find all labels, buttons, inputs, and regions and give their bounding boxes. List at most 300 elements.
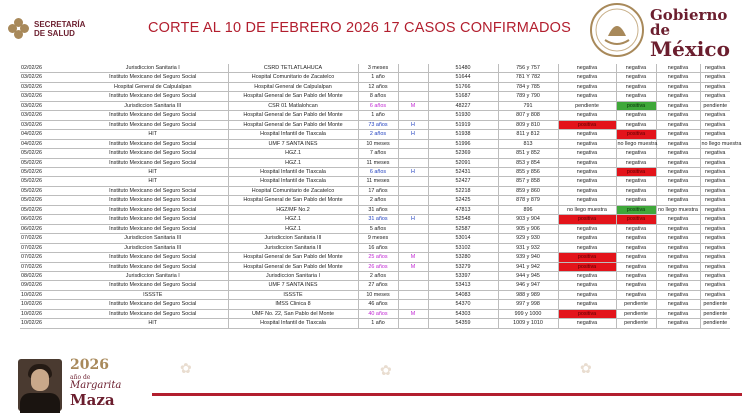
table-cell: negativa (700, 290, 730, 299)
table-cell: 53102 (428, 243, 498, 252)
table-cell (398, 73, 428, 82)
table-cell: 946 y 947 (498, 281, 558, 290)
table-cell: negativa (700, 177, 730, 186)
table-cell: 944 y 945 (498, 271, 558, 280)
table-cell: negativa (656, 243, 700, 252)
table-cell (398, 158, 428, 167)
table-cell: 08/02/26 (20, 271, 78, 280)
table-cell: 26 años (358, 262, 398, 271)
watermark-icon: ✿ (180, 360, 192, 376)
table-cell: 11 meses (358, 158, 398, 167)
table-cell: Jurisdiccion Sanitaria III (78, 101, 228, 110)
table-cell: HGZ.1 (228, 224, 358, 233)
table-cell: 2 años (358, 196, 398, 205)
salud-emblem-icon (8, 18, 30, 40)
table-cell: 809 y 810 (498, 120, 558, 129)
table-cell: negativa (700, 243, 730, 252)
table-cell: negativa (558, 158, 616, 167)
table-cell: Hospital General de San Pablo del Monte (228, 262, 358, 271)
table-row (20, 271, 730, 280)
table-cell: negativa (656, 215, 700, 224)
watermark-icon: ✿ (380, 362, 392, 378)
table-cell: negativa (700, 196, 730, 205)
table-cell: negativa (656, 224, 700, 233)
table-cell: Instituto Mexicano del Seguro Social (78, 158, 228, 167)
table-cell: 05/02/26 (20, 149, 78, 158)
table-cell: 27 años (358, 281, 398, 290)
table-cell: 03/02/26 (20, 101, 78, 110)
table-cell (398, 224, 428, 233)
table-cell: positiva (558, 309, 616, 318)
table-cell: negativa (656, 196, 700, 205)
table-row (20, 130, 730, 139)
table-cell: negativa (558, 290, 616, 299)
table-cell: negativa (616, 177, 656, 186)
table-cell: 04/02/26 (20, 130, 78, 139)
table-cell: 999 y 1000 (498, 309, 558, 318)
table-cell: 51996 (428, 139, 498, 148)
table-cell: Instituto Mexicano del Seguro Social (78, 111, 228, 120)
table-cell: 851 y 852 (498, 149, 558, 158)
table-cell: negativa (616, 111, 656, 120)
table-cell: negativa (558, 167, 616, 176)
table-cell: negativa (700, 130, 730, 139)
table-cell: Jurisdiccion Sanitaria I (228, 271, 358, 280)
table-cell: negativa (616, 149, 656, 158)
table-cell: positiva (616, 167, 656, 176)
table-cell: Instituto Mexicano del Seguro Social (78, 92, 228, 101)
table-cell: M (398, 253, 428, 262)
table-cell: 51687 (428, 92, 498, 101)
table-cell: 789 y 790 (498, 92, 558, 101)
table-cell: pendiente (616, 319, 656, 328)
table-row (20, 167, 730, 176)
table-cell: HIT (78, 177, 228, 186)
table-cell: Hospital Infantil de Tlaxcala (228, 167, 358, 176)
table-cell: negativa (656, 82, 700, 91)
table-cell: Instituto Mexicano del Seguro Social (78, 139, 228, 148)
table-cell: 903 y 904 (498, 215, 558, 224)
table-cell: 05/02/26 (20, 177, 78, 186)
table-cell: ISSSTE (228, 290, 358, 299)
table-cell: 941 y 942 (498, 262, 558, 271)
table-cell: negativa (656, 158, 700, 167)
watermark-icon: ✿ (580, 360, 592, 376)
table-row (20, 215, 730, 224)
table-cell: negativa (558, 64, 616, 73)
banner-line3: Maza (70, 391, 115, 409)
table-cell: negativa (616, 82, 656, 91)
table-cell: Instituto Mexicano del Seguro Social (78, 196, 228, 205)
table-cell: positiva (616, 101, 656, 110)
table-cell: pendiente (558, 101, 616, 110)
table-cell: M (398, 262, 428, 271)
table-cell (398, 271, 428, 280)
table-cell: negativa (700, 120, 730, 129)
table-cell (398, 92, 428, 101)
table-cell: negativa (656, 73, 700, 82)
table-cell: 06/02/26 (20, 215, 78, 224)
table-cell: positiva (616, 215, 656, 224)
table-cell: negativa (558, 319, 616, 328)
table-cell: 52091 (428, 158, 498, 167)
table-cell: negativa (656, 120, 700, 129)
table-cell: 1 año (358, 319, 398, 328)
table-cell: 03/02/26 (20, 111, 78, 120)
table-cell: 1 año (358, 73, 398, 82)
table-cell: 1009 y 1010 (498, 319, 558, 328)
table-cell: negativa (700, 82, 730, 91)
table-cell: negativa (558, 243, 616, 252)
table-row (20, 92, 730, 101)
table-cell: negativa (558, 82, 616, 91)
table-cell: negativa (558, 177, 616, 186)
table-row (20, 177, 730, 186)
footer-divider (152, 393, 742, 396)
table-cell: Instituto Mexicano del Seguro Social (78, 262, 228, 271)
table-cell: 05/02/26 (20, 186, 78, 195)
table-cell: 52218 (428, 186, 498, 195)
table-cell: negativa (616, 196, 656, 205)
table-cell: CSRD TETLATLAHUCA (228, 64, 358, 73)
table-cell: M (398, 309, 428, 318)
table-cell: 784 y 785 (498, 82, 558, 91)
table-cell: negativa (656, 253, 700, 262)
table-cell: Instituto Mexicano del Seguro Social (78, 73, 228, 82)
table-cell: negativa (616, 253, 656, 262)
table-cell: 07/02/26 (20, 253, 78, 262)
logo-line2: DE SALUD (34, 29, 75, 38)
header (0, 0, 750, 60)
table-cell: Hospital Comunitario de Zacatelco (228, 186, 358, 195)
table-cell (398, 82, 428, 91)
table-cell: negativa (558, 130, 616, 139)
table-row (20, 64, 730, 73)
table-cell: negativa (700, 262, 730, 271)
table-cell (398, 149, 428, 158)
table-cell: negativa (656, 290, 700, 299)
table-cell: negativa (616, 73, 656, 82)
table-cell: negativa (558, 271, 616, 280)
table-cell: HIT (78, 167, 228, 176)
cases-table (20, 64, 742, 352)
table-cell: 3 meses (358, 64, 398, 73)
table-row (20, 186, 730, 195)
table-cell (398, 205, 428, 214)
table-cell: 53413 (428, 281, 498, 290)
table-cell: 53279 (428, 262, 498, 271)
table-cell: Instituto Mexicano del Seguro Social (78, 224, 228, 233)
table-cell: negativa (558, 139, 616, 148)
table-cell (398, 290, 428, 299)
table-cell: H (398, 167, 428, 176)
table-cell: 51480 (428, 64, 498, 73)
table-cell: negativa (656, 177, 700, 186)
table-cell: 07/02/26 (20, 234, 78, 243)
table-cell: no llego muestra (656, 205, 700, 214)
table-cell: Instituto Mexicano del Seguro Social (78, 120, 228, 129)
table-cell: 54359 (428, 319, 498, 328)
table-cell: Instituto Mexicano del Seguro Social (78, 281, 228, 290)
table-cell: 46 años (358, 300, 398, 309)
table-cell: H (398, 130, 428, 139)
table-cell: HIT (78, 319, 228, 328)
table-cell: 813 (498, 139, 558, 148)
table-cell: negativa (656, 186, 700, 195)
table-cell: 10/02/26 (20, 290, 78, 299)
table-cell: 878 y 879 (498, 196, 558, 205)
table-cell: 73 años (358, 120, 398, 129)
table-cell: no llego muestra (558, 205, 616, 214)
table-cell: 10/02/26 (20, 300, 78, 309)
national-seal-icon (588, 2, 646, 58)
table-cell: Hospital Infantil de Tlaxcala (228, 130, 358, 139)
table-cell: 02/02/26 (20, 64, 78, 73)
table-cell: Hospital General de Calpulalpan (78, 82, 228, 91)
table-cell (398, 243, 428, 252)
gob-line1: Gobierno de (650, 6, 728, 39)
table-cell (398, 234, 428, 243)
table-cell: Jurisdiccion Sanitaria III (228, 234, 358, 243)
table-cell: Instituto Mexicano del Seguro Social (78, 309, 228, 318)
table-row (20, 205, 730, 214)
banner-year: 2026 (70, 357, 109, 373)
table-cell: 10/02/26 (20, 309, 78, 318)
table-cell: 10 meses (358, 290, 398, 299)
table-cell: M (398, 101, 428, 110)
table-cell: 51938 (428, 130, 498, 139)
table-cell: negativa (656, 234, 700, 243)
table-cell: negativa (700, 167, 730, 176)
table-row (20, 158, 730, 167)
table-cell: negativa (700, 64, 730, 73)
table-cell: 40 años (358, 309, 398, 318)
table-row (20, 262, 730, 271)
table-cell: negativa (616, 262, 656, 271)
table-cell: H (398, 215, 428, 224)
logo-line1: SECRETARÍA (34, 20, 86, 29)
table-cell: 05/02/26 (20, 205, 78, 214)
table-cell: positiva (558, 120, 616, 129)
table-cell (398, 139, 428, 148)
table-cell: positiva (558, 215, 616, 224)
table-cell: 47813 (428, 205, 498, 214)
table-cell: HIT (78, 130, 228, 139)
table-cell: Hospital Infantil de Tlaxcala (228, 319, 358, 328)
table-cell: 6 años (358, 101, 398, 110)
table-cell: 859 y 860 (498, 186, 558, 195)
table-cell: negativa (616, 234, 656, 243)
table-cell: 04/02/26 (20, 139, 78, 148)
table-row (20, 234, 730, 243)
table-cell: negativa (616, 271, 656, 280)
table-cell: Hospital General de Calpulalpan (228, 82, 358, 91)
table-cell: 857 y 858 (498, 177, 558, 186)
table-cell: 756 y 757 (498, 64, 558, 73)
table-cell: UMF 7 SANTA INES (228, 281, 358, 290)
table-cell: 54083 (428, 290, 498, 299)
table-row (20, 319, 730, 328)
table-cell (398, 186, 428, 195)
table-cell: negativa (616, 186, 656, 195)
table-cell: negativa (558, 111, 616, 120)
table-cell: 929 y 930 (498, 234, 558, 243)
table-cell: 52548 (428, 215, 498, 224)
table-cell: negativa (558, 281, 616, 290)
table-cell: 03/02/26 (20, 92, 78, 101)
table-cell: 09/02/26 (20, 281, 78, 290)
table-cell: negativa (558, 186, 616, 195)
table-cell: Jurisdiccion Sanitaria III (78, 234, 228, 243)
table-cell: negativa (616, 224, 656, 233)
table-row (20, 224, 730, 233)
table-row (20, 139, 730, 148)
table-cell: negativa (558, 196, 616, 205)
margarita-maza-portrait (18, 359, 62, 411)
table-row (20, 253, 730, 262)
table-cell: Instituto Mexicano del Seguro Social (78, 253, 228, 262)
table-cell: negativa (700, 234, 730, 243)
banner-line2: Margarita (70, 380, 122, 391)
table-cell: Hospital General de San Pablo del Monte (228, 111, 358, 120)
table-cell: Hospital General de San Pablo del Monte (228, 196, 358, 205)
table-cell: negativa (616, 243, 656, 252)
table-cell: Jurisdiccion Sanitaria III (78, 243, 228, 252)
table-cell: 03/02/26 (20, 120, 78, 129)
secretaria-salud-logo (8, 16, 96, 42)
table-cell: negativa (700, 149, 730, 158)
table-cell: negativa (656, 309, 700, 318)
table-cell: 16 años (358, 243, 398, 252)
table-row (20, 82, 730, 91)
table-cell: 53280 (428, 253, 498, 262)
table-cell: ISSSTE (78, 290, 228, 299)
table-cell: IMSS Clinica 8 (228, 300, 358, 309)
table-cell: 51644 (428, 73, 498, 82)
table-cell: positiva (616, 205, 656, 214)
table-cell (398, 196, 428, 205)
table-cell: 05/02/26 (20, 158, 78, 167)
table-cell: pendiente (700, 300, 730, 309)
table-cell: Jurisdiccion Sanitaria I (78, 64, 228, 73)
table-cell: 10 meses (358, 139, 398, 148)
table-cell: 853 y 854 (498, 158, 558, 167)
table-cell (398, 64, 428, 73)
table-cell: 896 (498, 205, 558, 214)
table-cell: 17 años (358, 186, 398, 195)
table-cell: 5 años (358, 224, 398, 233)
table-row (20, 149, 730, 158)
table-cell: 1 año (358, 111, 398, 120)
table-cell: negativa (656, 281, 700, 290)
table-cell: 988 y 989 (498, 290, 558, 299)
table-row (20, 101, 730, 110)
table-cell: negativa (656, 300, 700, 309)
table-cell: 07/02/26 (20, 262, 78, 271)
table-cell: 53397 (428, 271, 498, 280)
table-cell: no llego muestra (617, 140, 658, 147)
table-cell: 52369 (428, 149, 498, 158)
table-cell: 52431 (428, 167, 498, 176)
table-cell: negativa (700, 205, 730, 214)
table-cell: 48227 (428, 101, 498, 110)
table-cell (398, 111, 428, 120)
table-cell: 03/02/26 (20, 73, 78, 82)
table-cell: negativa (700, 281, 730, 290)
table-cell: 05/02/26 (20, 167, 78, 176)
gobierno-mexico-logo (650, 8, 746, 59)
table-cell: 06/02/26 (20, 224, 78, 233)
table-cell: pendiente (700, 309, 730, 318)
table-cell: negativa (656, 64, 700, 73)
table-row (20, 281, 730, 290)
table-cell: negativa (558, 300, 616, 309)
table-cell: pendiente (616, 300, 656, 309)
gob-line2: México (650, 37, 730, 61)
table-cell: pendiente (700, 101, 730, 110)
table-row (20, 120, 730, 129)
table-row (20, 243, 730, 252)
table-cell: negativa (700, 271, 730, 280)
table-row (20, 309, 730, 318)
table-cell: 52427 (428, 177, 498, 186)
table-cell: negativa (700, 111, 730, 120)
page-title: CORTE AL 10 DE FEBRERO 2026 17 CASOS CONFIRMADOS (148, 20, 571, 36)
table-cell: 51919 (428, 120, 498, 129)
table-cell: HGZ/MF No.2 (228, 205, 358, 214)
table-cell: negativa (656, 262, 700, 271)
table-cell: negativa (656, 167, 700, 176)
table-cell (398, 177, 428, 186)
table-row (20, 73, 730, 82)
table-cell: Hospital General de San Pablo del Monte (228, 92, 358, 101)
table-cell: negativa (616, 92, 656, 101)
table-cell: negativa (656, 139, 700, 148)
table-cell: UMF No. 22, San Pablo del Monte (228, 309, 358, 318)
table-cell: 2 años (358, 271, 398, 280)
table-cell: pendiente (700, 319, 730, 328)
table-cell: negativa (616, 64, 656, 73)
table-cell: pendiente (616, 309, 656, 318)
table-cell: negativa (558, 149, 616, 158)
table-cell: negativa (558, 92, 616, 101)
table-cell: negativa (558, 234, 616, 243)
table-cell: 51930 (428, 111, 498, 120)
table-cell: CSR 01 Matlalohcan (228, 101, 358, 110)
table-cell: negativa (656, 92, 700, 101)
table-cell: negativa (700, 158, 730, 167)
table-cell: positiva (616, 130, 656, 139)
table-cell: negativa (700, 73, 730, 82)
table-cell: negativa (616, 290, 656, 299)
table-cell: Jurisdiccion Sanitaria I (78, 271, 228, 280)
table-cell: 11 meses (358, 177, 398, 186)
table-cell: 54370 (428, 300, 498, 309)
table-row (20, 111, 730, 120)
table-cell: 939 y 940 (498, 253, 558, 262)
table-cell: 51766 (428, 82, 498, 91)
table-row (20, 290, 730, 299)
table-cell: Instituto Mexicano del Seguro Social (78, 205, 228, 214)
table-cell: 811 y 812 (498, 130, 558, 139)
table-cell: UMF 7 SANTA INES (228, 139, 358, 148)
table-cell: HGZ.1 (228, 158, 358, 167)
table-cell: 7 años (358, 149, 398, 158)
table-cell: negativa (656, 130, 700, 139)
table-cell: 9 meses (358, 234, 398, 243)
table-cell: 03/02/26 (20, 82, 78, 91)
table-cell: negativa (700, 186, 730, 195)
